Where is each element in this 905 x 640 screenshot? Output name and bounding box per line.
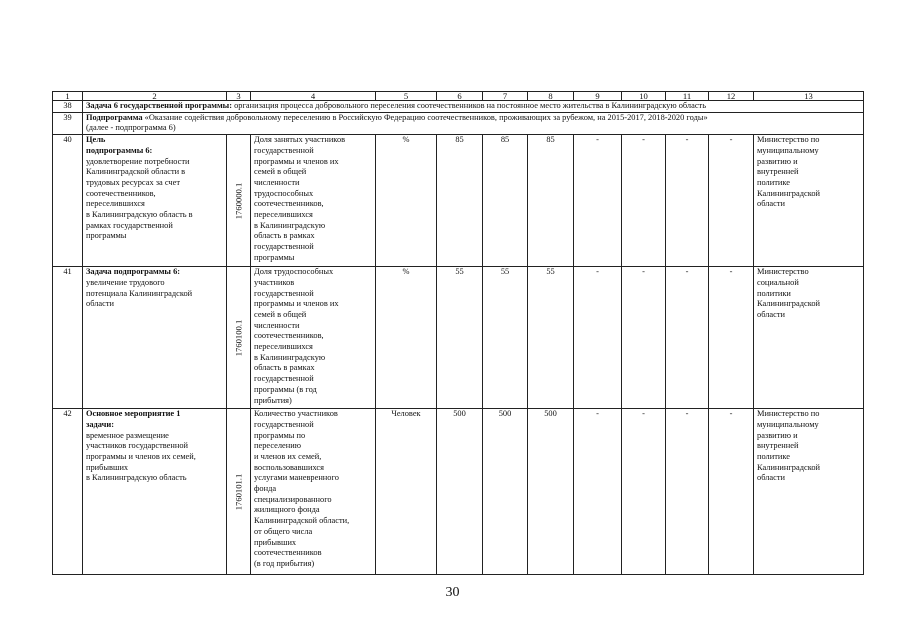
column-number: 12	[709, 92, 754, 101]
responsible-cell: Министерство социальной политики Калининградской области	[754, 267, 864, 409]
column-number: 1	[53, 92, 83, 101]
task-text: увеличение трудового потенциала Калининградской области	[86, 277, 193, 309]
activity-cell	[83, 409, 227, 575]
column-number-row	[53, 92, 864, 101]
subprogram-heading	[83, 112, 864, 134]
subprogram-description: «Оказание содействия добровольному переселению в Российскую Федерацию соотечественников, проживающих за рубежом, на 2015-2017, 2018-2020 годы» (далее - подпрограмма 6)	[86, 112, 708, 133]
code-cell	[227, 267, 251, 409]
task-description: организация процесса добровольного переселения соотечественников на постоянное место жительства в Калининградскую область	[232, 101, 707, 110]
unit-cell: %	[376, 135, 437, 267]
row-number: 38	[53, 101, 83, 113]
row-number: 41	[53, 267, 83, 409]
goal-text: удовлетворение потребности Калининградской области в трудовых ресурсах за счет соотечественников, переселившихся в Калининградскую область в рамках государственной программы	[86, 156, 193, 241]
code-cell	[227, 135, 251, 267]
row-number: 42	[53, 409, 83, 575]
value-col-11: -	[666, 409, 709, 575]
table-row-40	[53, 135, 864, 267]
value-col-9: -	[574, 267, 622, 409]
indicator-text: Количество участников государственной программы по переселению и членов их семей, воспользовавшихся услугами маневренного фонда специализированного жилищного фонда Калининградской области, от общего числа прибывших соотечественников (в год прибытия)	[251, 409, 376, 575]
value-col-11: -	[666, 267, 709, 409]
value-col-7: 85	[483, 135, 528, 267]
column-number: 9	[574, 92, 622, 101]
responsible-cell: Министерство по муниципальному развитию и внутренней политике Калининградской области	[754, 135, 864, 267]
value-col-10: -	[622, 267, 666, 409]
subprogram-label: Подпрограмма	[86, 112, 143, 122]
goal-cell	[83, 135, 227, 267]
code-cell	[227, 409, 251, 575]
table-row-39	[53, 112, 864, 134]
activity-label: Основное мероприятие 1 задачи:	[86, 409, 181, 429]
value-col-12: -	[709, 135, 754, 267]
indicator-code: 1760000.1	[233, 182, 244, 219]
responsible-cell: Министерство по муниципальному развитию и внутренней политике Калининградской области	[754, 409, 864, 575]
indicator-code: 1760100.1	[233, 319, 244, 356]
value-col-12: -	[709, 267, 754, 409]
column-number: 7	[483, 92, 528, 101]
value-col-6: 85	[437, 135, 483, 267]
value-col-6: 55	[437, 267, 483, 409]
unit-cell: %	[376, 267, 437, 409]
task-6-heading	[83, 101, 864, 113]
value-col-8: 500	[528, 409, 574, 575]
table-row-41	[53, 267, 864, 409]
goal-label: Цель подпрограммы 6:	[86, 135, 153, 155]
page-number: 30	[445, 585, 460, 600]
value-col-10: -	[622, 409, 666, 575]
table-row-42	[53, 409, 864, 575]
program-indicators-table	[52, 91, 864, 575]
indicator-text: Доля занятых участников государственной программы и членов их семей в общей численности трудоспособных соотечественников, переселившихся в Калининградскую область в рамках государственной программы	[251, 135, 376, 267]
value-col-7: 500	[483, 409, 528, 575]
value-col-8: 85	[528, 135, 574, 267]
indicator-code: 1760101.1	[233, 473, 244, 510]
column-number: 4	[251, 92, 376, 101]
column-number: 5	[376, 92, 437, 101]
task-label: Задача 6 государственной программы:	[86, 101, 232, 110]
task-cell	[83, 267, 227, 409]
table-row-38	[53, 101, 864, 113]
value-col-9: -	[574, 409, 622, 575]
row-number: 39	[53, 112, 83, 134]
column-number: 13	[754, 92, 864, 101]
unit-cell: Человек	[376, 409, 437, 575]
value-col-6: 500	[437, 409, 483, 575]
value-col-11: -	[666, 135, 709, 267]
activity-text: временное размещение участников государственной программы и членов их семей, прибывших в Калининградскую область	[86, 430, 196, 483]
value-col-9: -	[574, 135, 622, 267]
column-number: 3	[227, 92, 251, 101]
value-col-12: -	[709, 409, 754, 575]
indicator-text: Доля трудоспособных участников государственной программы и членов их семей в общей численности соотечественников, переселившихся в Калининградскую область в рамках государственной программы (в год прибытия)	[251, 267, 376, 409]
value-col-8: 55	[528, 267, 574, 409]
column-number: 8	[528, 92, 574, 101]
column-number: 11	[666, 92, 709, 101]
row-number: 40	[53, 135, 83, 267]
value-col-7: 55	[483, 267, 528, 409]
value-col-10: -	[622, 135, 666, 267]
column-number: 10	[622, 92, 666, 101]
column-number: 2	[83, 92, 227, 101]
column-number: 6	[437, 92, 483, 101]
task-label: Задача подпрограммы 6:	[86, 267, 181, 277]
